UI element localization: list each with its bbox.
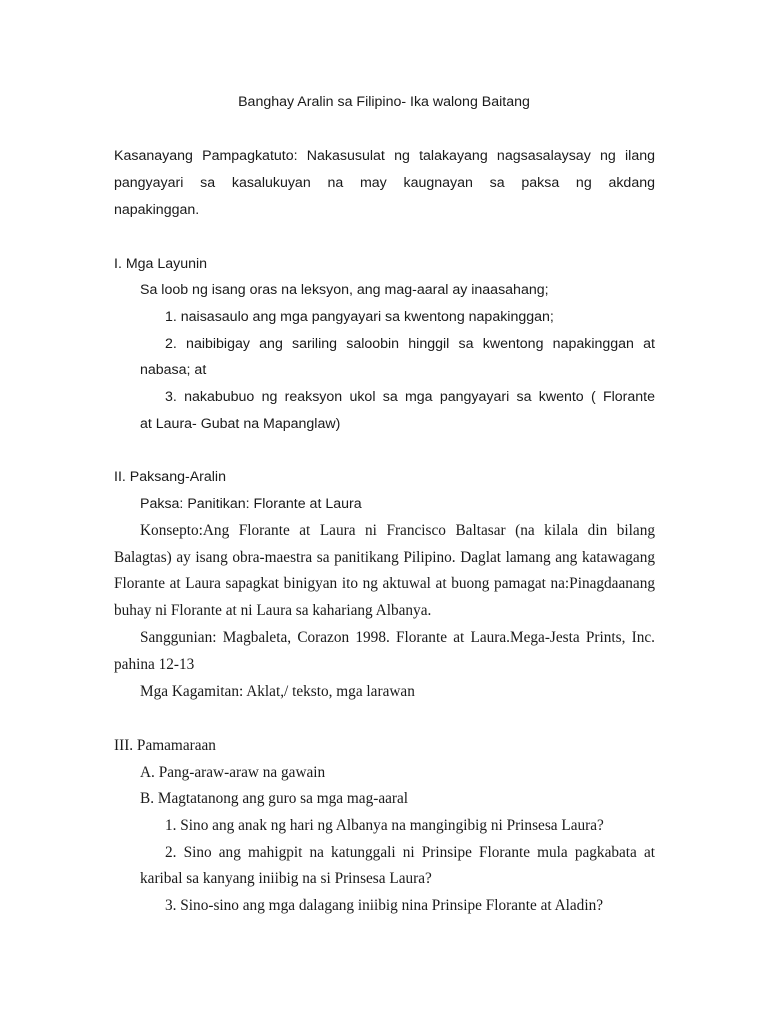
layunin-item-3-line-2: at Laura- Gubat na Mapanglaw) bbox=[140, 416, 341, 432]
document-title: Banghay Aralin sa Filipino- Ika walong Baitang bbox=[238, 94, 530, 110]
konsepto-line-4: buhay ni Florante at ni Laura sa kahariang Albanya. bbox=[114, 602, 432, 619]
konsepto-line-2: Balagtas) ay isang obra-maestra sa panitikang Pilipino. Daglat lamang ang katawagang bbox=[114, 549, 655, 566]
layunin-item-2-line-1: 2. naibibigay ang sariling saloobin hinggil sa kwentong napakinggan at bbox=[165, 336, 655, 352]
tanong-3: 3. Sino-sino ang mga dalagang iniibig nina Prinsipe Florante at Aladin? bbox=[165, 897, 604, 914]
kasanayan-line-3: napakinggan. bbox=[114, 202, 200, 218]
sanggunian-line-2: pahina 12-13 bbox=[114, 656, 195, 673]
layunin-intro: Sa loob ng isang oras na leksyon, ang mag-aaral ay inaasahang; bbox=[140, 282, 549, 298]
layunin-item-2-line-2: nabasa; at bbox=[140, 362, 207, 378]
paksang-aralin-heading: II. Paksang-Aralin bbox=[114, 469, 226, 485]
layunin-heading: I. Mga Layunin bbox=[114, 256, 208, 272]
tanong-1: 1. Sino ang anak ng hari ng Albanya na mangingibig ni Prinsesa Laura? bbox=[165, 817, 604, 834]
pamamaraan-heading: III. Pamamaraan bbox=[114, 737, 216, 754]
kasanayan-line-2: pangyayari sa kasalukuyan na may kaugnayan sa paksa ng akdang bbox=[114, 175, 655, 191]
paksa-line: Paksa: Panitikan: Florante at Laura bbox=[140, 496, 362, 512]
tanong-2-line-1: 2. Sino ang mahigpit na katunggali ni Prinsipe Florante mula pagkabata at bbox=[165, 844, 655, 861]
sanggunian-line-1: Sanggunian: Magbaleta, Corazon 1998. Florante at Laura.Mega-Jesta Prints, Inc. bbox=[140, 629, 655, 646]
kasanayan-line-1: Kasanayang Pampagkatuto: Nakasusulat ng talakayang nagsasalaysay ng ilang bbox=[114, 148, 655, 164]
tanong-2-line-2: karibal sa kanyang iniibig na si Prinsesa Laura? bbox=[140, 870, 432, 887]
kagamitan-line: Mga Kagamitan: Aklat,/ teksto, mga larawan bbox=[140, 683, 415, 700]
konsepto-line-1: Konsepto:Ang Florante at Laura ni Francisco Baltasar (na kilala din bilang bbox=[140, 522, 655, 539]
pamamaraan-item-a: A. Pang-araw-araw na gawain bbox=[140, 764, 326, 781]
layunin-item-3-line-1: 3. nakabubuo ng reaksyon ukol sa mga pangyayari sa kwento ( Florante bbox=[165, 389, 655, 405]
konsepto-line-3: Florante at Laura sapagkat binigyan ito ng aktuwal at buong pamagat na:Pinagdaanang bbox=[114, 575, 655, 592]
layunin-item-1: 1. naisasaulo ang mga pangyayari sa kwentong napakinggan; bbox=[165, 309, 554, 325]
pamamaraan-item-b: B. Magtatanong ang guro sa mga mag-aaral bbox=[140, 790, 409, 807]
